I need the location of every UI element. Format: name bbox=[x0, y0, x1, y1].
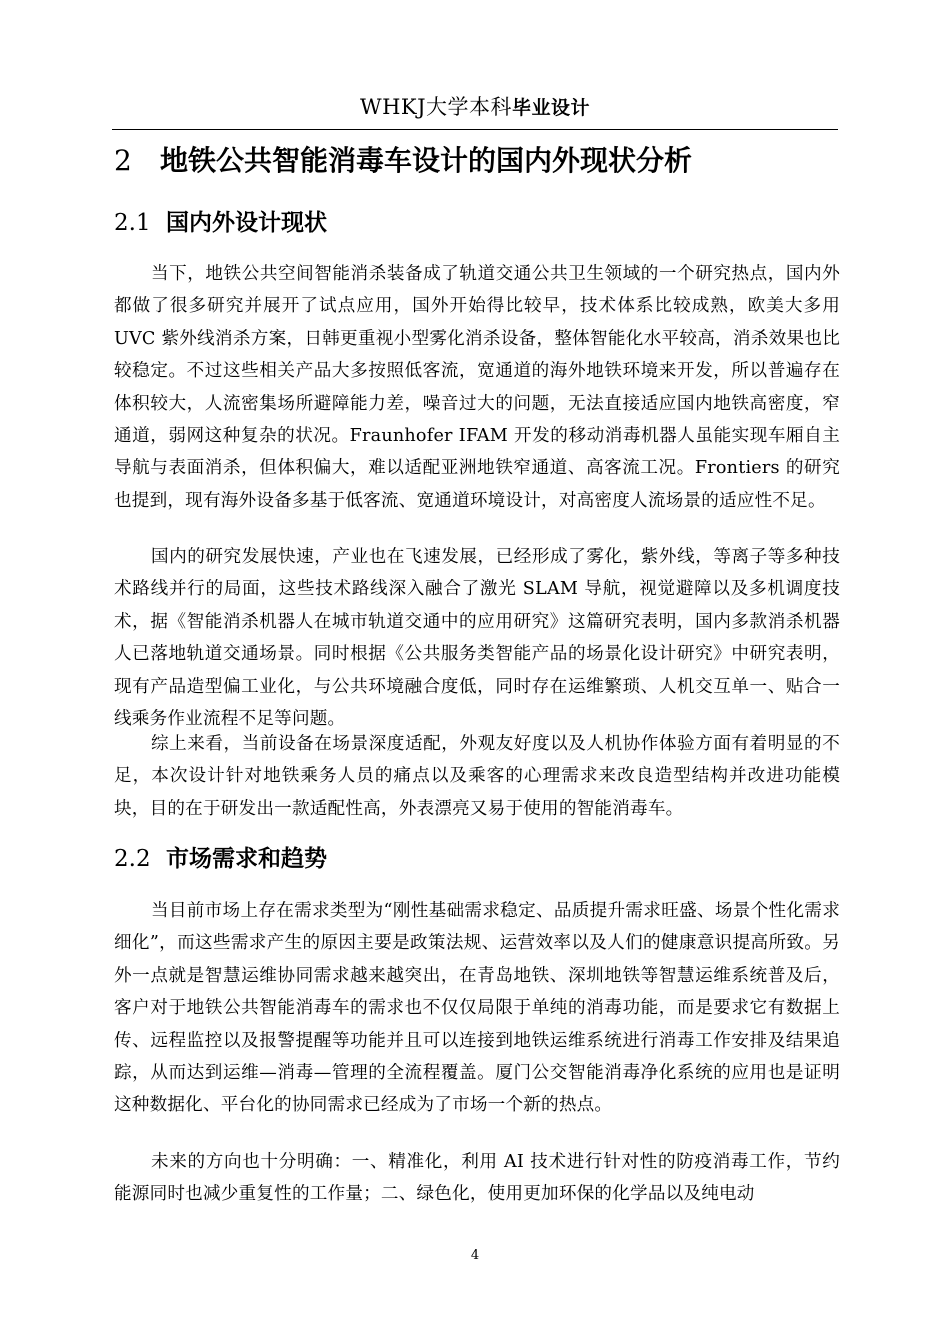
running-header-university: WHKJ大学本科 bbox=[359, 95, 512, 119]
chapter-title-text: 地铁公共智能消毒车设计的国内外现状分析 bbox=[160, 144, 693, 177]
paragraph: 国内的研究发展快速，产业也在飞速发展，已经形成了雾化，紫外线，等离子等多种技术路线并行的局面，这些技术路线深入融合了激光 SLAM 导航，视觉避障以及多机调度技术，据《智能消杀机器人在城市轨道交通中的应用研究》这篇研究表明，国内多款消杀机器人已落地轨道交通场景。同时根据《公共服务类智能产品的场景化设计研究》中研究表明，现有产品造型偏工业化，与公共环境融合度低，同时存在运维繁琐、人机交互单一、贴合一线乘务作业流程不足等问题。 bbox=[114, 547, 840, 730]
section-number: 2.1 bbox=[114, 210, 151, 236]
header-rule bbox=[112, 129, 838, 130]
section-number: 2.2 bbox=[114, 846, 151, 872]
section-title-2-2 bbox=[114, 842, 327, 876]
section-title-text: 国内外设计现状 bbox=[166, 209, 327, 236]
paragraph: 综上来看，当前设备在场景深度适配，外观友好度以及人机协作体验方面有着明显的不足，本次设计针对地铁乘务人员的痛点以及乘客的心理需求来改良造型结构并改进功能模块，目的在于研发出一款适配性高，外表漂亮又易于使用的智能消毒车。 bbox=[114, 734, 840, 819]
paragraph: 当下，地铁公共空间智能消杀装备成了轨道交通公共卫生领域的一个研究热点，国内外都做了很多研究并展开了试点应用，国外开始得比较早，技术体系比较成熟，欧美大多用 UVC 紫外线消杀方案，日韩更重视小型雾化消杀设备，整体智能化水平较高，消杀效果也比较稳定。不过这些相关产品大多按照低客流，宽通道的海外地铁环境来开发，所以普遍存在体积较大，人流密集场所避障能力差，噪音过大的问题，无法直接适应国内地铁高密度，窄通道，弱网这种复杂的状况。Fraunhofer IFAM 开发的移动消毒机器人虽能实现车厢自主导航与表面消杀，但体积偏大，难以适配亚洲地铁窄通道、高客流工况。Frontiers 的研究也提到，现有海外设备多基于低客流、宽通道环境设计，对高密度人流场景的适应性不足。 bbox=[114, 264, 840, 511]
chapter-title bbox=[114, 140, 692, 182]
section-title-text: 市场需求和趋势 bbox=[166, 845, 327, 872]
page-number: 4 bbox=[470, 1248, 480, 1263]
running-header bbox=[0, 92, 950, 123]
paragraph: 未来的方向也十分明确：一、精准化，利用 AI 技术进行针对性的防疫消毒工作，节约能源同时也减少重复性的工作量；二、绿色化，使用更加环保的化学品以及纯电动 bbox=[114, 1152, 840, 1205]
paragraph: 当目前市场上存在需求类型为“刚性基础需求稳定、品质提升需求旺盛、场景个性化需求细化”，而这些需求产生的原因主要是政策法规、运营效率以及人们的健康意识提高所致。另外一点就是智慧运维协同需求越来越突出，在青岛地铁、深圳地铁等智慧运维系统普及后，客户对于地铁公共智能消毒车的需求也不仅仅局限于单纯的消毒功能，而是要求它有数据上传、远程监控以及报警提醒等功能并且可以连接到地铁运维系统进行消毒工作安排及结果追踪，从而达到运维—消毒—管理的全流程覆盖。厦门公交智能消毒净化系统的应用也是证明这种数据化、平台化的协同需求已经成为了市场一个新的热点。 bbox=[114, 901, 840, 1116]
running-header-thesis-label: 毕业设计 bbox=[512, 97, 591, 119]
chapter-number: 2 bbox=[114, 144, 132, 177]
section-title-2-1 bbox=[114, 206, 327, 240]
